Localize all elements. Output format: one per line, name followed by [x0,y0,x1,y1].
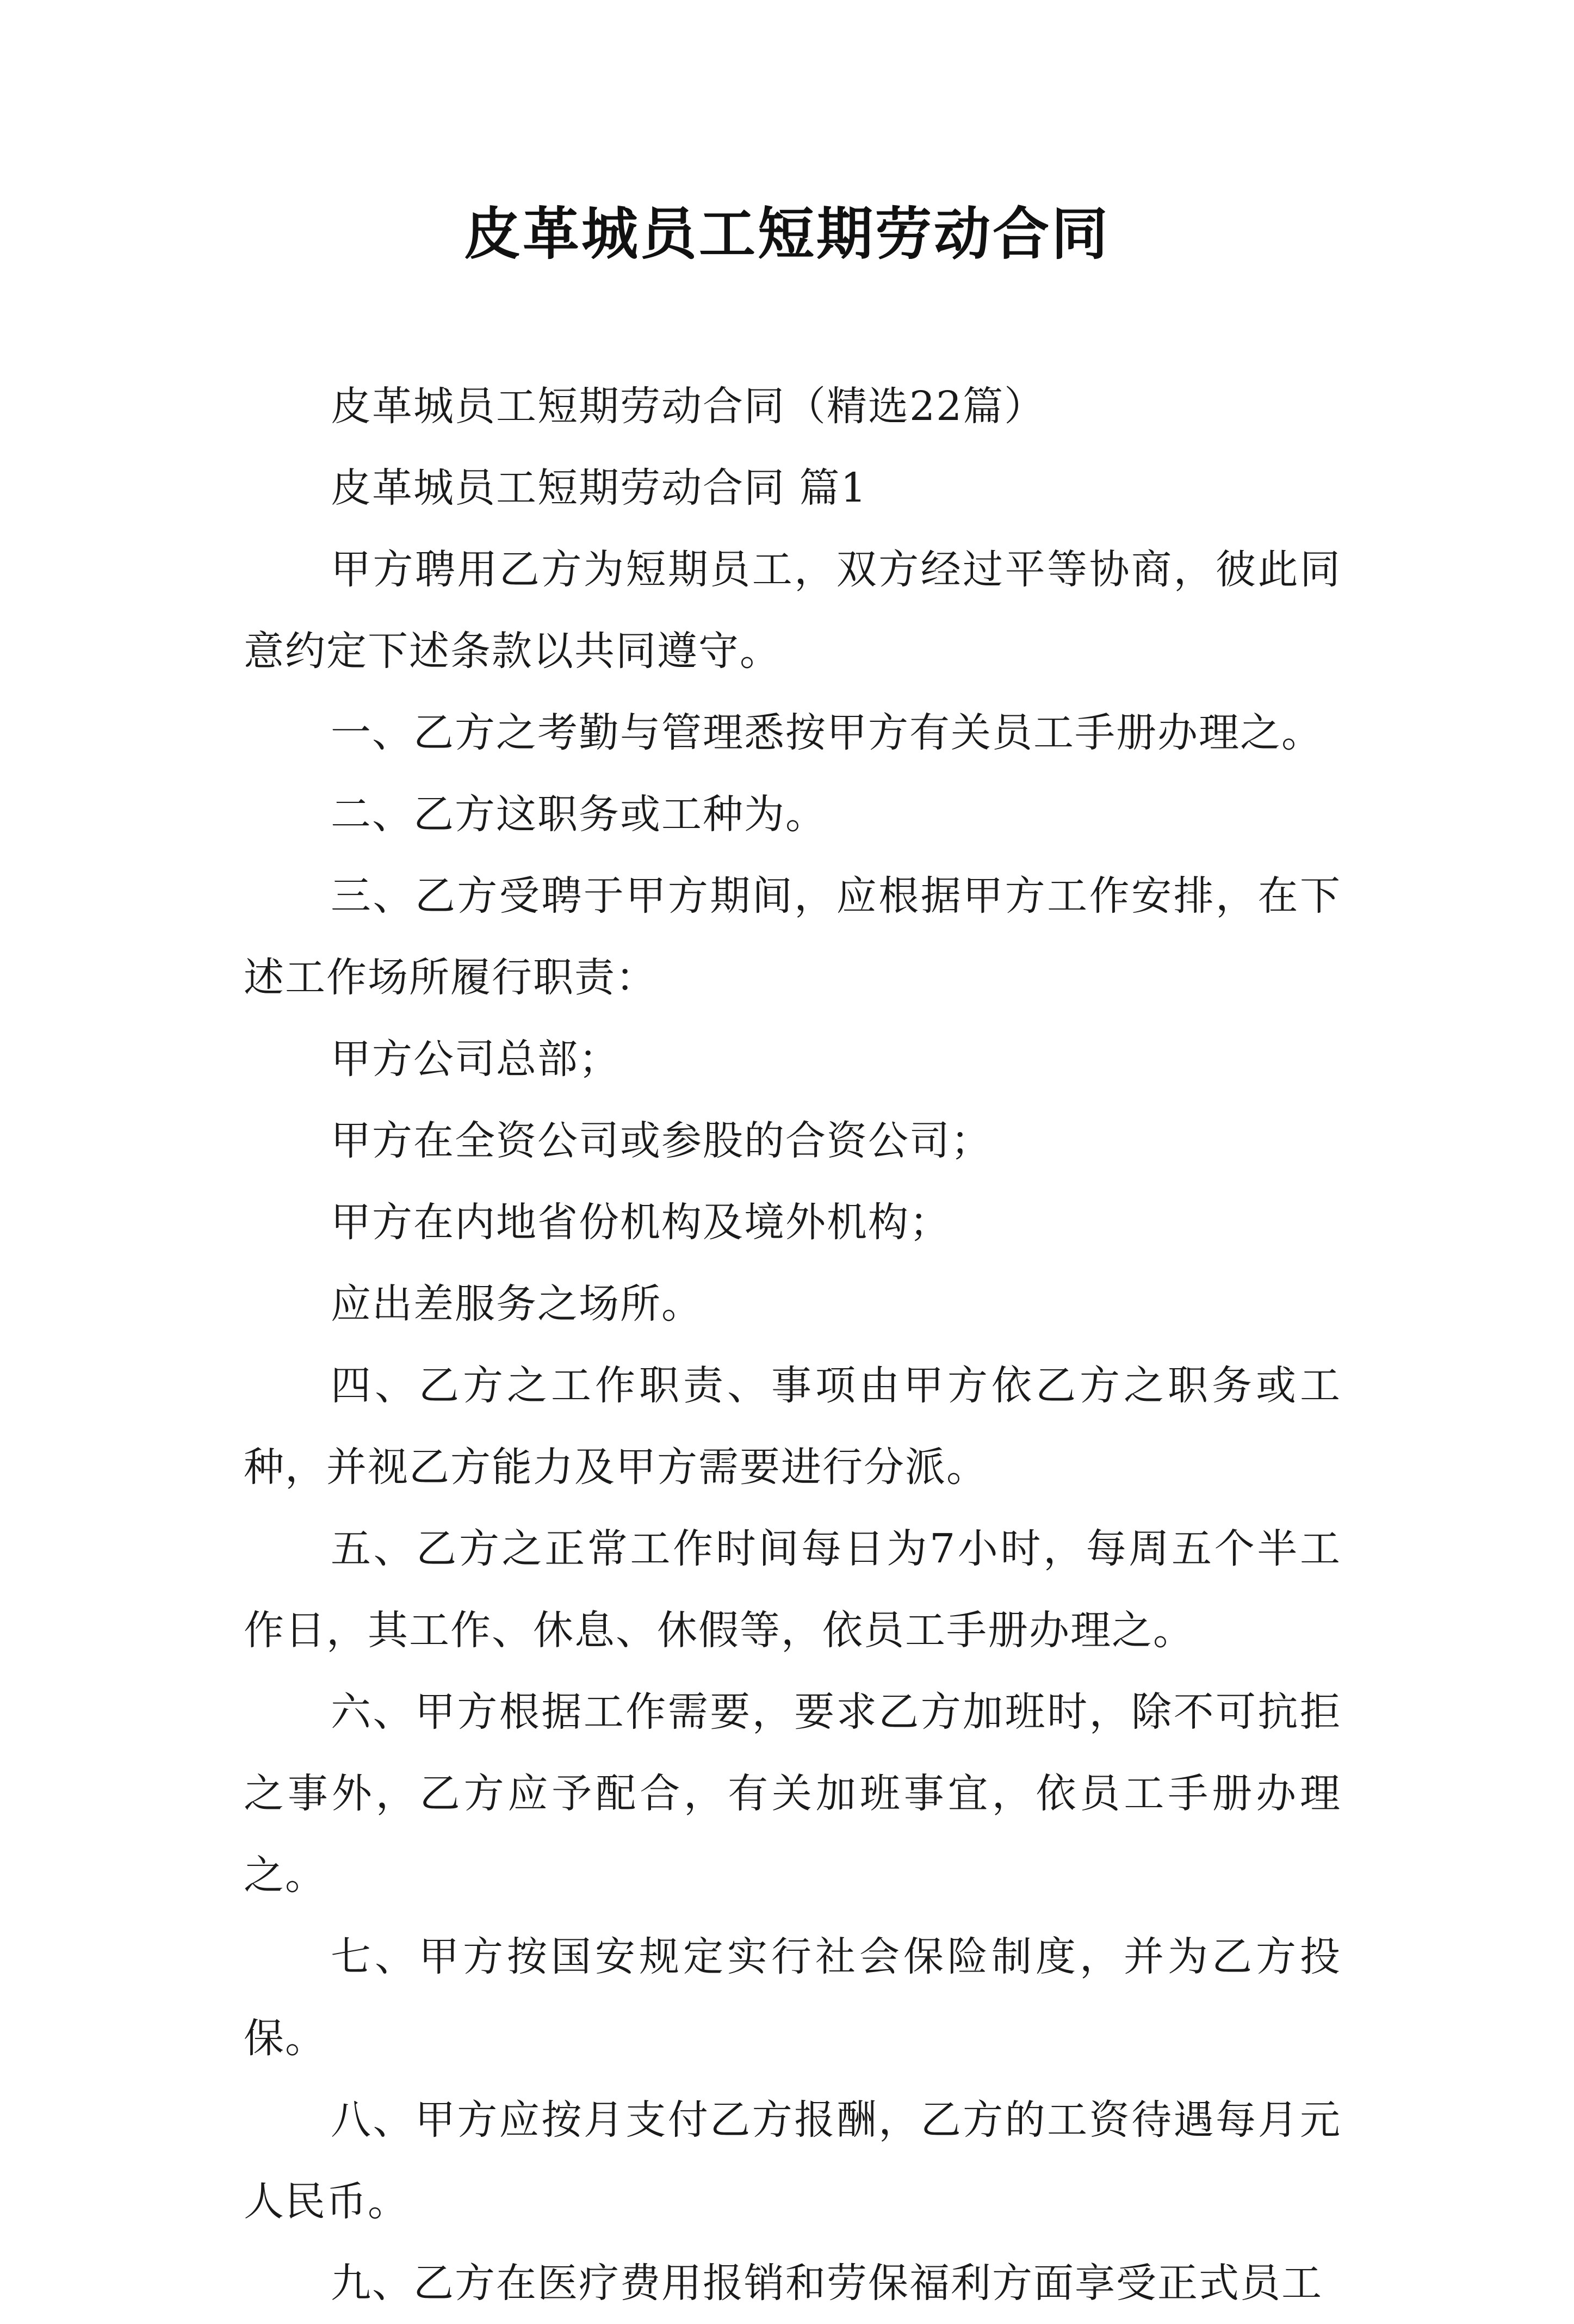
paragraph-clause-4: 四、乙方之工作职责、事项由甲方依乙方之职务或工种，并视乙方能力及甲方需要进行分派。 [244,1362,1341,1491]
document-body [244,366,1341,2324]
paragraph-location-3: 甲方在内地省份机构及境外机构； [331,1199,951,1246]
paragraph-clause-6: 六、甲方根据工作需要，要求乙方加班时，除不可抗拒之事外，乙方应予配合，有关加班事宜，依员工手册办理之。 [244,1689,1341,1899]
paragraph-collection-heading: 皮革城员工短期劳动合同（精选22篇） [331,383,1046,430]
paragraph-clause-7: 七、甲方按国安规定实行社会保险制度，并为乙方投保。 [244,1933,1341,2062]
paragraph-clause-9: 九、乙方在医疗费用报销和劳保福利方面享受正式员工 [331,2260,1323,2307]
paragraph-location-1: 甲方公司总部； [331,1036,620,1083]
document-title: 皮革城员工短期劳动合同 [463,200,1110,267]
paragraph-clause-5: 五、乙方之正常工作时间每日为7小时，每周五个半工作日，其工作、休息、休假等，依员工手册办理之。 [244,1525,1341,1654]
paragraph-intro: 甲方聘用乙方为短期员工，双方经过平等协商，彼此同意约定下述条款以共同遵守。 [244,546,1341,675]
paragraph-section-heading: 皮革城员工短期劳动合同 篇1 [331,465,867,511]
paragraph-location-2: 甲方在全资公司或参股的合资公司； [331,1117,992,1164]
paragraph-location-4: 应出差服务之场所。 [331,1281,703,1327]
paragraph-clause-1: 一、乙方之考勤与管理悉按甲方有关员工手册办理之。 [331,709,1323,756]
paragraph-clause-3: 三、乙方受聘于甲方期间，应根据甲方工作安排，在下述工作场所履行职责： [244,873,1341,1001]
paragraph-clause-8: 八、甲方应按月支付乙方报酬，乙方的工资待遇每月元人民币。 [244,2097,1341,2225]
paragraph-clause-2: 二、乙方这职务或工种为。 [331,791,827,838]
